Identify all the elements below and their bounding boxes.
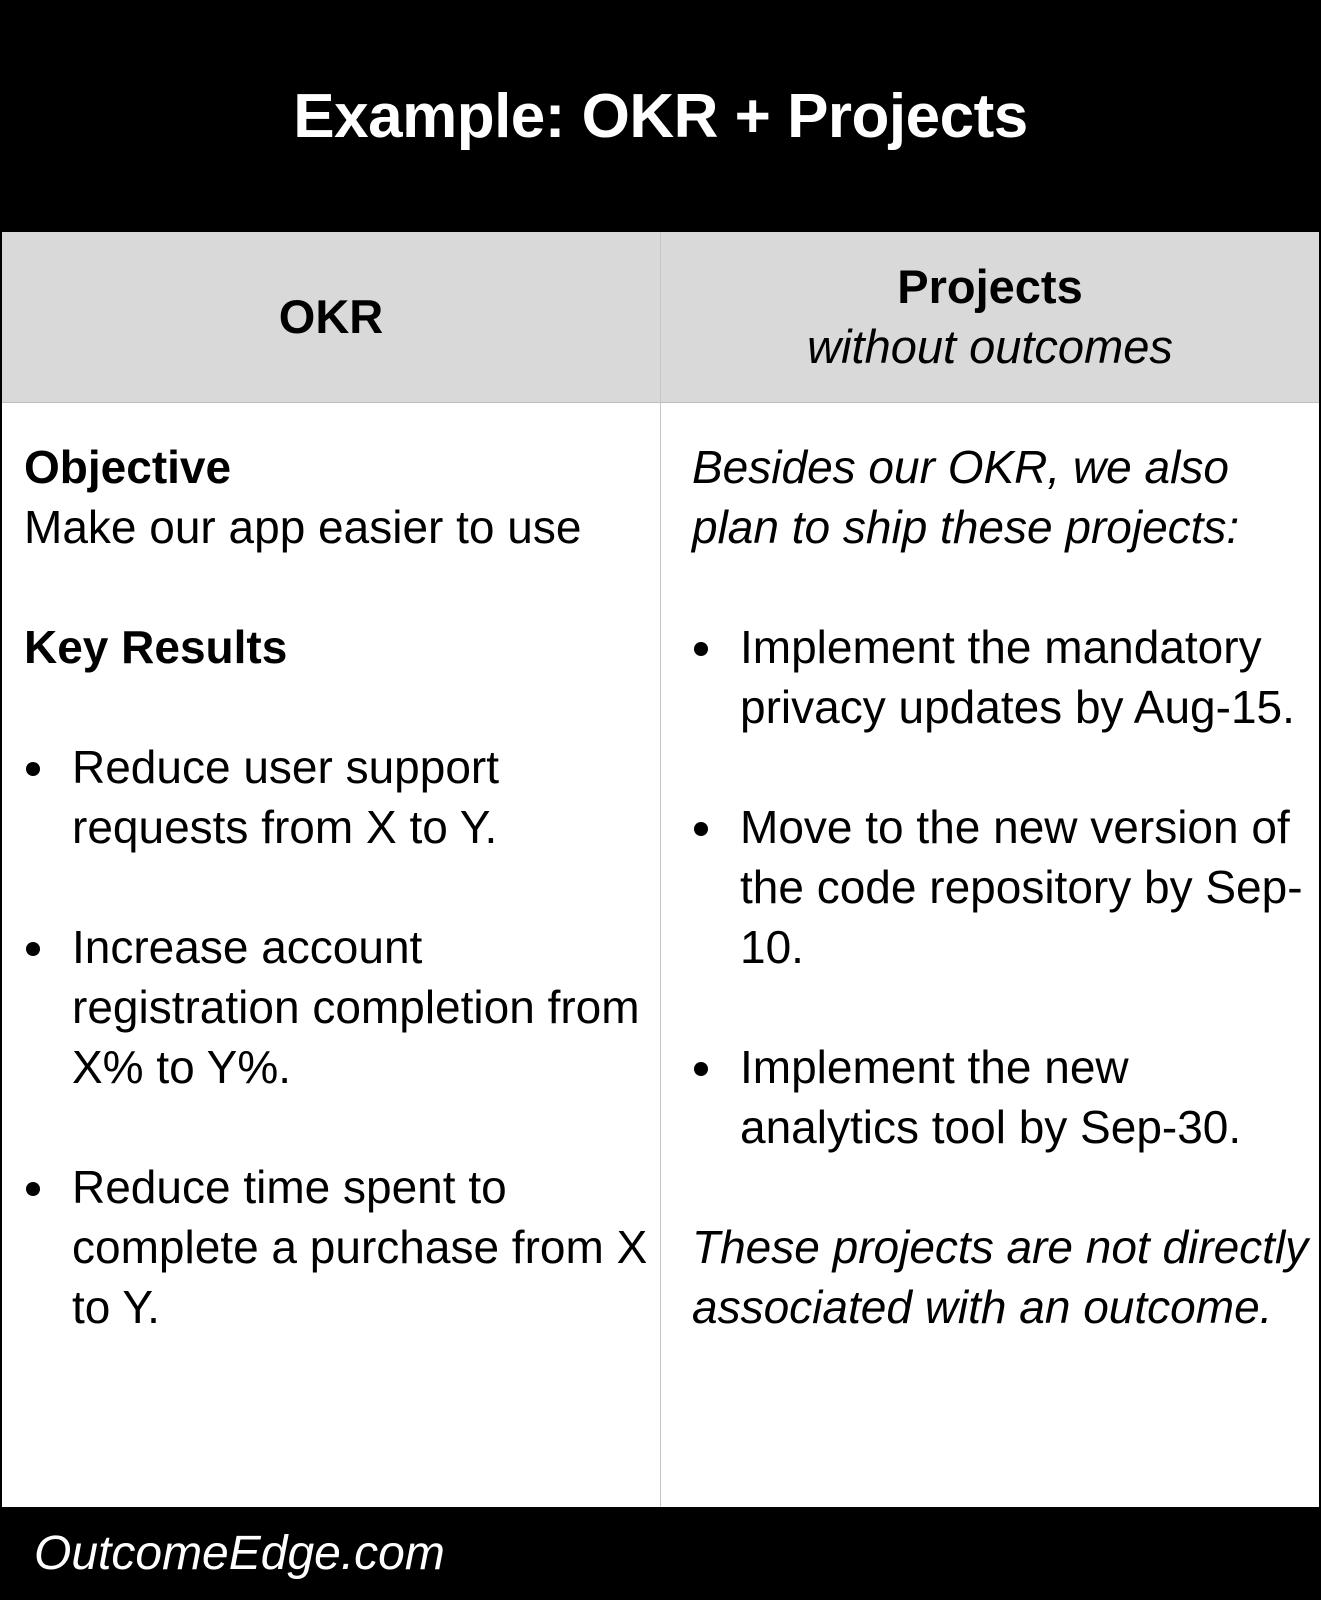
projects-list xyxy=(692,617,1312,1157)
header-projects-label: Projects xyxy=(897,260,1083,313)
project-text: Move to the new version of the code repository by Sep-10. xyxy=(740,801,1303,973)
header-okr xyxy=(2,232,660,402)
footer-bar xyxy=(0,1507,1321,1600)
list-item xyxy=(692,1037,1312,1157)
bullet-icon xyxy=(694,642,708,656)
project-text: Implement the new analytics tool by Sep-30. xyxy=(740,1041,1242,1153)
key-result-text: Reduce user support requests from X to Y. xyxy=(72,741,500,853)
bullet-icon xyxy=(26,942,40,956)
bullet-icon xyxy=(694,822,708,836)
list-item xyxy=(24,1157,654,1337)
key-results-label: Key Results xyxy=(24,621,288,673)
header-projects-subtitle: without outcomes xyxy=(807,320,1173,373)
okr-cell xyxy=(24,403,654,1337)
header-projects xyxy=(661,232,1319,402)
objective-label: Objective xyxy=(24,441,232,493)
comparison-table xyxy=(2,232,1319,1507)
column-divider xyxy=(660,232,661,1507)
footer-brand: OutcomeEdge.com xyxy=(34,1527,445,1580)
bullet-icon xyxy=(26,762,40,776)
projects-intro: Besides our OKR, we also plan to ship these projects: xyxy=(692,441,1240,553)
list-item xyxy=(24,737,654,857)
page-title: Example: OKR + Projects xyxy=(293,81,1028,151)
key-result-text: Increase account registration completion from X% to Y%. xyxy=(72,921,640,1093)
bullet-icon xyxy=(694,1062,708,1076)
list-item xyxy=(692,617,1312,737)
list-item xyxy=(24,917,654,1097)
header-okr-label: OKR xyxy=(278,290,384,343)
objective-text: Make our app easier to use xyxy=(24,501,582,553)
projects-note: These projects are not directly associated with an outcome. xyxy=(692,1221,1309,1333)
bullet-icon xyxy=(26,1182,40,1196)
project-text: Implement the mandatory privacy updates by Aug-15. xyxy=(740,621,1295,733)
title-bar xyxy=(0,0,1321,232)
key-result-text: Reduce time spent to complete a purchase from X to Y. xyxy=(72,1161,648,1333)
list-item xyxy=(692,797,1312,977)
key-results-list xyxy=(24,737,654,1337)
projects-cell xyxy=(692,403,1312,1337)
